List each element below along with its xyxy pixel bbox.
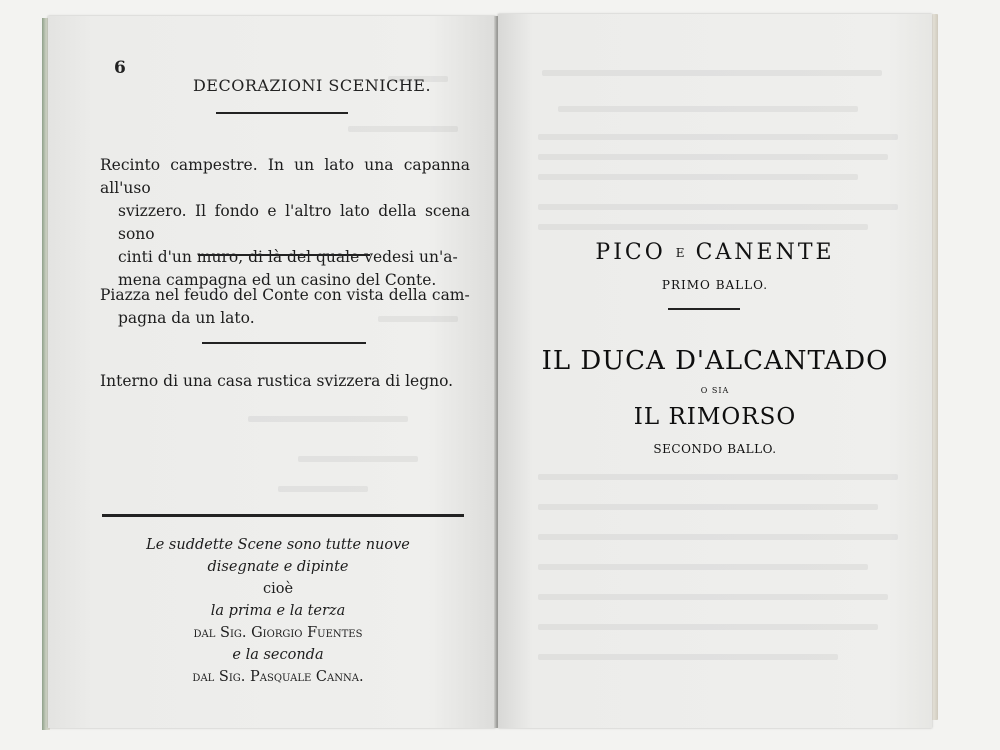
title-separator-rule bbox=[668, 308, 740, 310]
title-connector: O SIA bbox=[700, 386, 730, 395]
scene-description-2 bbox=[100, 284, 470, 330]
separator-rule bbox=[202, 342, 366, 344]
credits-rule bbox=[102, 514, 464, 517]
second-ballet-title: IL DUCA D'ALCANTADO bbox=[541, 346, 889, 376]
title-word: CANENTE bbox=[695, 240, 835, 265]
text-line: cinti d'un muro, di là del quale vedesi un'a- bbox=[118, 248, 458, 266]
credits-line: Le suddette Scene sono tutte nuove bbox=[146, 537, 410, 553]
right-page bbox=[498, 14, 932, 728]
title-conjunction: E bbox=[675, 246, 686, 260]
second-ballet-label: SECONDO BALLO. bbox=[653, 442, 777, 456]
text-line: svizzero. Il fondo e l'altro lato della scena sono bbox=[118, 202, 470, 243]
text-line: mena campagna ed un casino del Conte. bbox=[118, 271, 437, 289]
first-ballet-label: PRIMO BALLO. bbox=[661, 278, 769, 292]
second-ballet-alt-title: IL RIMORSO bbox=[633, 404, 797, 430]
left-page bbox=[48, 16, 496, 728]
first-ballet-title bbox=[498, 240, 932, 265]
title-word: PICO bbox=[595, 240, 666, 265]
scene-description-3 bbox=[100, 370, 470, 393]
scene-description-1 bbox=[100, 154, 470, 292]
heading-rule bbox=[216, 112, 348, 114]
text-line: Piazza nel feudo del Conte con vista della cam- bbox=[100, 286, 470, 304]
page-number: 6 bbox=[114, 58, 126, 78]
text-line: pagna da un lato. bbox=[118, 309, 255, 327]
credits-line: dal Sig. Pasquale Canna. bbox=[192, 669, 364, 685]
credits-line: disegnate e dipinte bbox=[207, 559, 349, 575]
page-heading: DECORAZIONI SCENICHE. bbox=[192, 76, 432, 95]
text-line: Recinto campestre. In un lato una capanna all'uso bbox=[100, 156, 470, 197]
separator-rule bbox=[198, 254, 370, 256]
credits-line: e la seconda bbox=[232, 647, 324, 663]
credits-line: la prima e la terza bbox=[210, 603, 346, 619]
scenery-credits bbox=[128, 534, 428, 688]
credits-line: cioè bbox=[262, 581, 294, 597]
credits-line: dal Sig. Giorgio Fuentes bbox=[193, 625, 363, 641]
text-line: Interno di una casa rustica svizzera di legno. bbox=[100, 372, 454, 390]
